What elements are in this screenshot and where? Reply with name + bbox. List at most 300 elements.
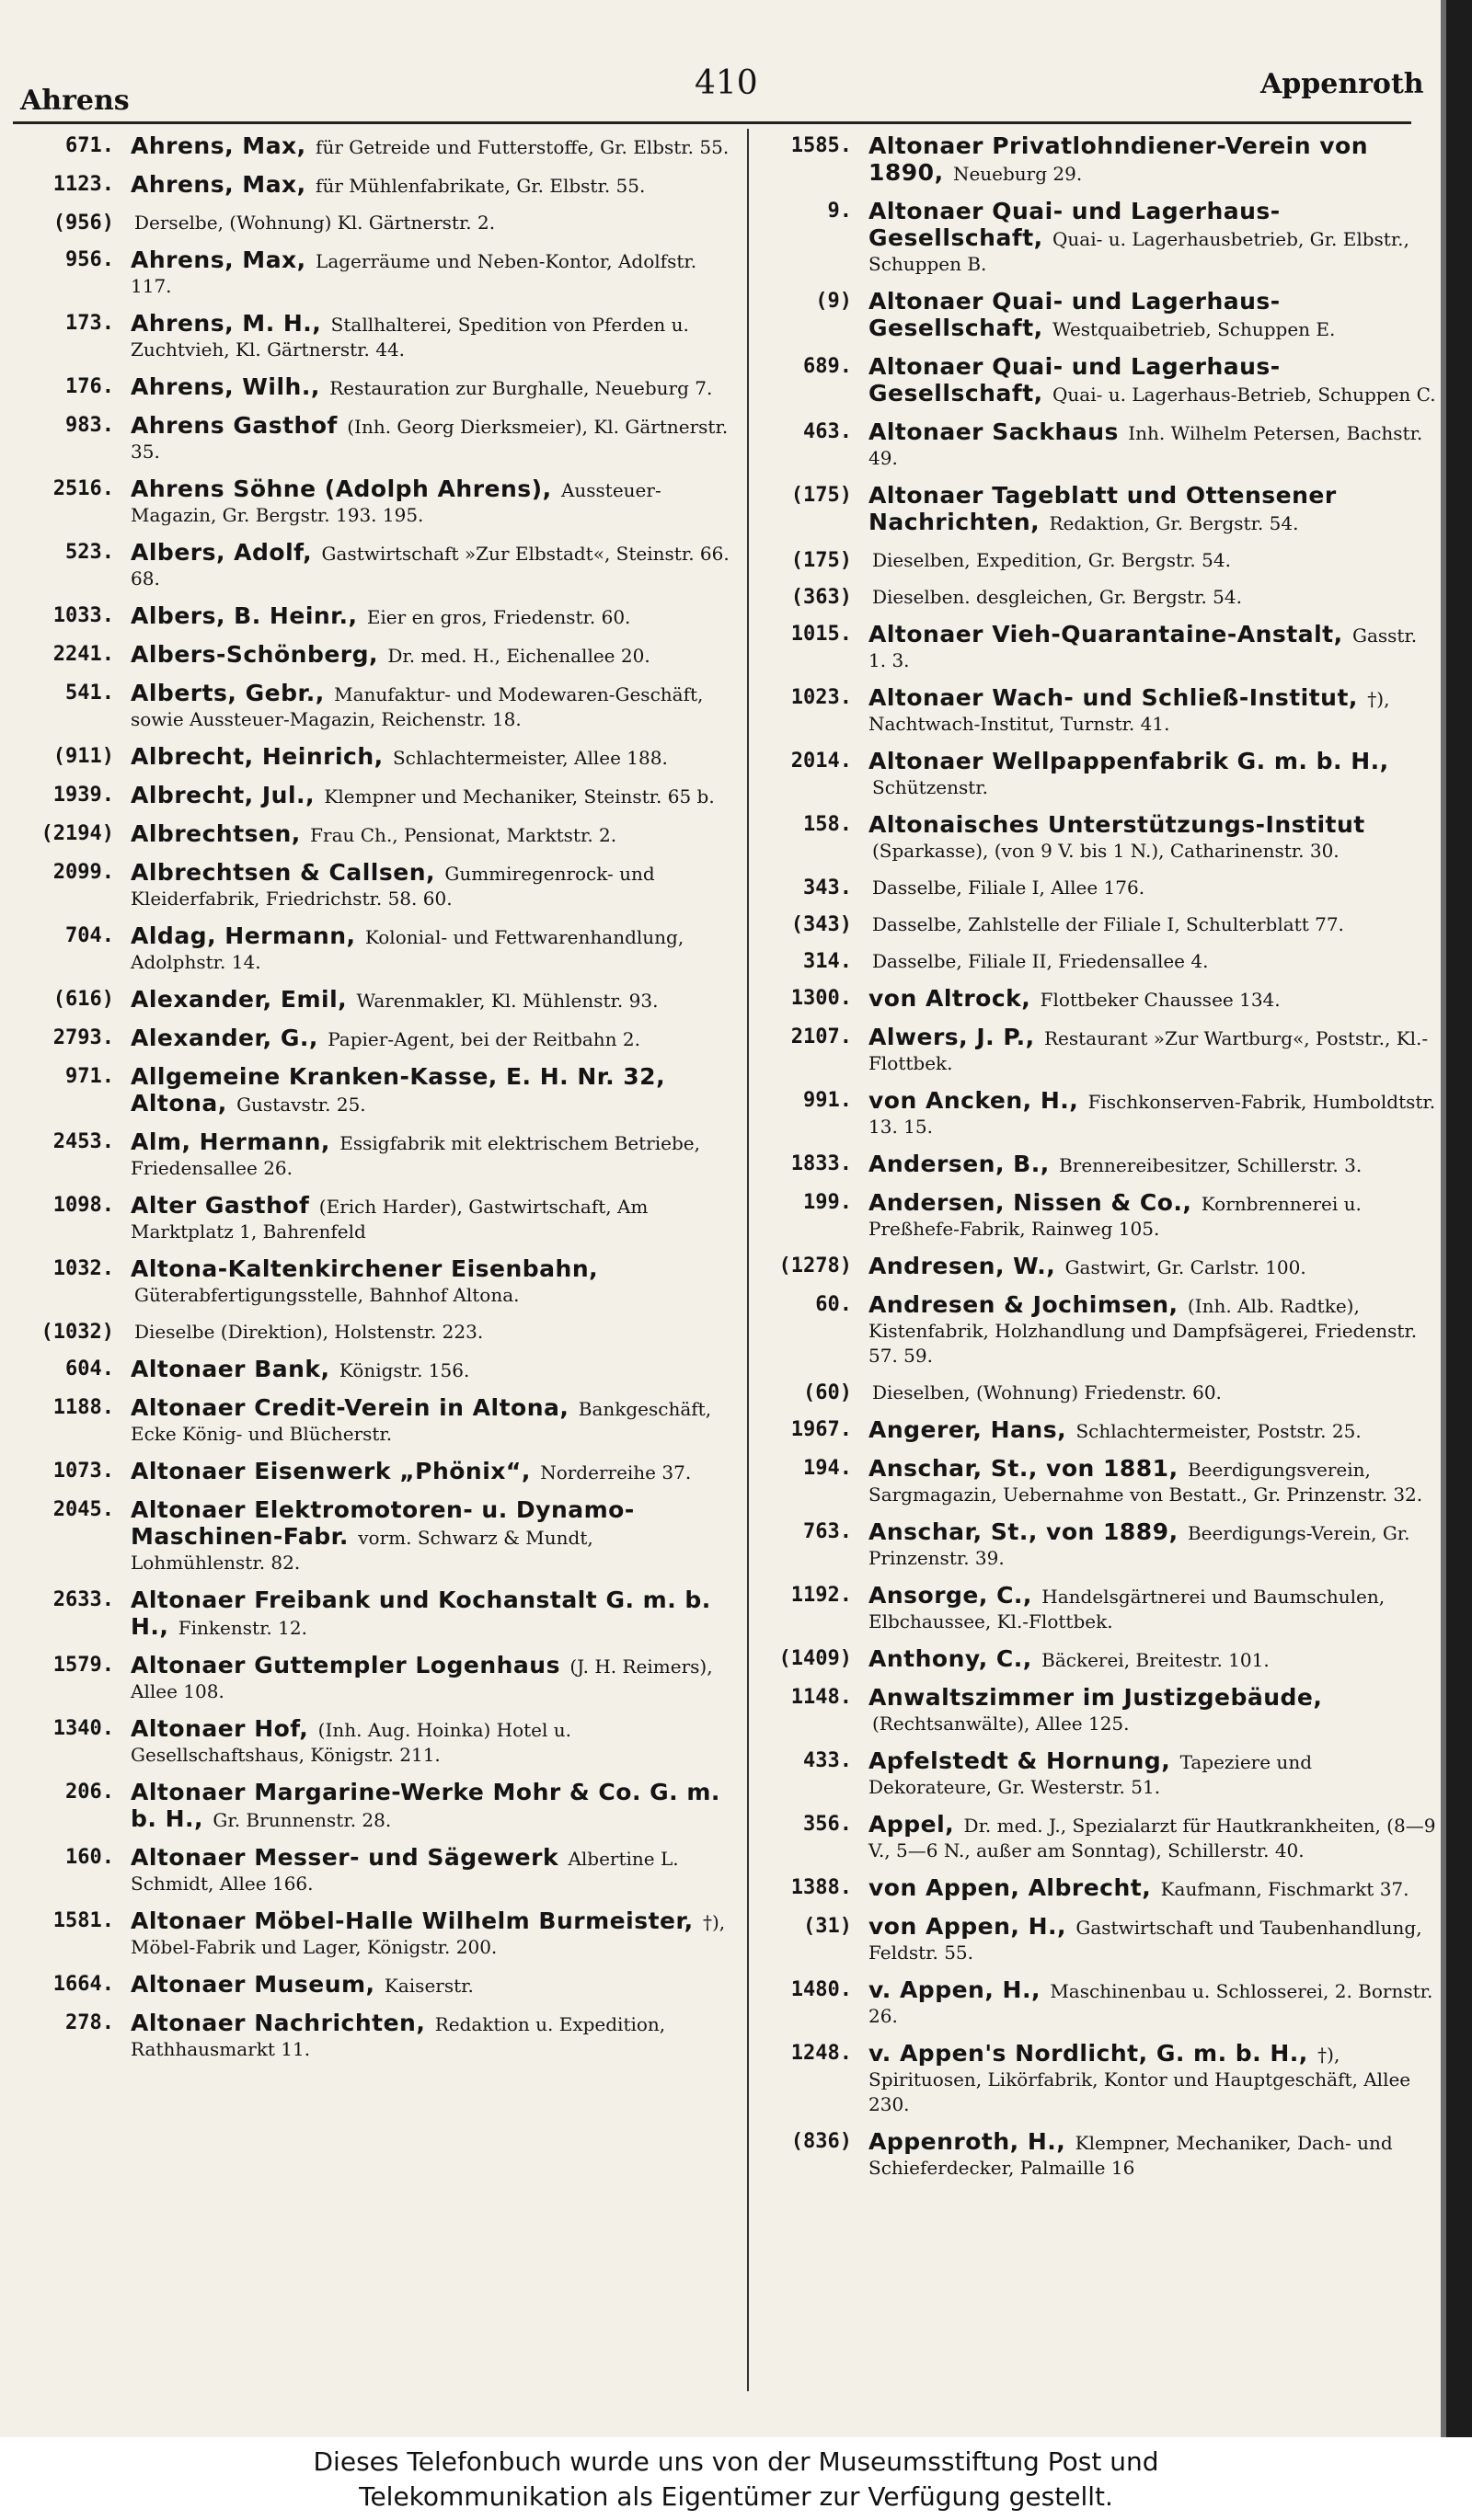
subscriber-name: Anwaltszimmer im Justizgebäude, bbox=[868, 1684, 1323, 1711]
subscriber-name: Altonaer Messer- und Sägewerk bbox=[131, 1844, 559, 1871]
subscriber-detail: Brennereibesitzer, Schillerstr. 3. bbox=[1059, 1154, 1363, 1176]
subscriber-name: Altonaer Quai- und Lagerhaus-Gesellschaft, bbox=[868, 353, 1281, 407]
subscriber-detail: Derselbe, (Wohnung) Kl. Gärtnerstr. 2. bbox=[134, 212, 496, 234]
subscriber-detail: (Erich Harder), Gastwirtschaft, Am Marktplatz 1, Bahrenfeld bbox=[131, 1196, 649, 1243]
entry-text bbox=[131, 1193, 730, 1244]
footer-line-1: Dieses Telefonbuch wurde uns von der Museumsstiftung Post und bbox=[313, 2446, 1159, 2477]
directory-entry bbox=[760, 1646, 1436, 1673]
entry-text bbox=[131, 744, 730, 771]
running-head-right: Appenroth bbox=[1260, 68, 1424, 100]
subscriber-detail: Finkenstr. 12. bbox=[178, 1617, 307, 1639]
subscriber-name: Albers, B. Heinr., bbox=[131, 602, 358, 629]
subscriber-detail: Schlachtermeister, Allee 188. bbox=[392, 747, 668, 769]
subscriber-detail: Klempner, Mechaniker, Dach- und Schieferdecker, Palmaille 16 bbox=[868, 2132, 1393, 2179]
subscriber-detail: Dr. med. H., Eichenallee 20. bbox=[387, 645, 650, 667]
phone-number: 604. bbox=[65, 1357, 114, 1380]
subscriber-name: Alexander, G., bbox=[131, 1025, 318, 1051]
directory-entry bbox=[760, 622, 1436, 673]
phone-number: 1585. bbox=[790, 134, 852, 157]
phone-number: 1148. bbox=[790, 1686, 852, 1709]
subscriber-name: Anschar, St., von 1889, bbox=[868, 1518, 1179, 1545]
directory-entry bbox=[13, 1320, 730, 1345]
subscriber-name: Andresen & Jochimsen, bbox=[868, 1291, 1179, 1318]
entry-text bbox=[131, 311, 730, 362]
entry-text bbox=[868, 1190, 1436, 1242]
subscriber-name: Alm, Hermann, bbox=[131, 1128, 330, 1155]
subscriber-detail: Gasstr. 1. 3. bbox=[868, 624, 1418, 671]
directory-entry bbox=[13, 1780, 730, 1833]
subscriber-name: Altonaer Wellpappenfabrik G. m. b. H., bbox=[868, 748, 1389, 774]
entry-text bbox=[868, 1914, 1436, 1965]
entry-text bbox=[131, 1587, 730, 1641]
entry-text bbox=[131, 923, 730, 975]
phone-number: 160. bbox=[65, 1846, 114, 1869]
subscriber-detail: Schlachtermeister, Poststr. 25. bbox=[1075, 1420, 1362, 1442]
subscriber-name: Altonaer Freibank und Kochanstalt G. m. b. H., bbox=[131, 1586, 711, 1640]
entry-text bbox=[868, 2041, 1436, 2117]
phone-number: (363) bbox=[790, 586, 852, 609]
subscriber-name: Andresen, W., bbox=[868, 1253, 1056, 1279]
phone-number: 2633. bbox=[52, 1588, 114, 1611]
subscriber-detail: Gastwirt, Gr. Carlstr. 100. bbox=[1064, 1256, 1306, 1278]
subscriber-detail: (Rechtsanwälte), Allee 125. bbox=[872, 1712, 1130, 1735]
directory-entry bbox=[13, 603, 730, 630]
entry-text bbox=[131, 374, 730, 401]
directory-entry bbox=[13, 133, 730, 160]
subscriber-detail: Gr. Brunnenstr. 28. bbox=[213, 1809, 392, 1831]
phone-number: 2014. bbox=[790, 750, 852, 773]
entry-text bbox=[868, 483, 1436, 536]
directory-entry bbox=[760, 986, 1436, 1013]
phone-number: 278. bbox=[65, 2011, 114, 2034]
subscriber-detail: Redaktion u. Expedition, Rathhausmarkt 11. bbox=[131, 2013, 666, 2060]
subscriber-name: Anschar, St., von 1881, bbox=[868, 1455, 1179, 1482]
phone-number: 2045. bbox=[52, 1498, 114, 1521]
subscriber-name: Ahrens, Max, bbox=[131, 171, 306, 198]
subscriber-detail: †), Spirituosen, Likörfabrik, Kontor und Hauptgeschäft, Allee 230. bbox=[868, 2044, 1411, 2115]
phone-number: 971. bbox=[65, 1065, 114, 1088]
subscriber-detail: Beerdigungsverein, Sargmagazin, Uebernahme von Bestatt., Gr. Prinzenstr. 32. bbox=[868, 1459, 1423, 1506]
subscriber-name: von Appen, H., bbox=[868, 1913, 1066, 1940]
phone-number: (1032) bbox=[40, 1321, 114, 1344]
phone-number: 1480. bbox=[790, 1978, 852, 2001]
directory-entry bbox=[760, 1812, 1436, 1863]
entry-text bbox=[868, 685, 1436, 737]
subscriber-detail: Fischkonserven-Fabrik, Humboldtstr. 13. 15. bbox=[868, 1091, 1436, 1138]
phone-number: 1340. bbox=[52, 1717, 114, 1740]
subscriber-name: Ahrens, Max, bbox=[131, 132, 306, 159]
subscriber-detail: Quai- u. Lagerhausbetrieb, Gr. Elbstr., Schuppen B. bbox=[868, 228, 1409, 275]
directory-entry bbox=[760, 1748, 1436, 1800]
phone-number: 194. bbox=[803, 1457, 852, 1480]
subscriber-name: Altonaer Museum, bbox=[131, 1971, 375, 1998]
directory-entry bbox=[13, 987, 730, 1014]
subscriber-detail: Dasselbe, Filiale II, Friedensallee 4. bbox=[872, 950, 1209, 972]
directory-entry bbox=[760, 685, 1436, 737]
phone-number: 1023. bbox=[790, 686, 852, 709]
phone-number: 1123. bbox=[52, 173, 114, 196]
phone-number: (60) bbox=[803, 1381, 852, 1404]
phone-number: 991. bbox=[803, 1089, 852, 1112]
subscriber-name: Altonaer Credit-Verein in Altona, bbox=[131, 1394, 569, 1421]
phone-number: 1188. bbox=[52, 1396, 114, 1419]
directory-entry bbox=[760, 1151, 1436, 1178]
subscriber-name: Albrecht, Jul., bbox=[131, 782, 316, 808]
subscriber-name: von Ancken, H., bbox=[868, 1087, 1079, 1114]
entry-text bbox=[131, 1357, 730, 1383]
entry-text bbox=[868, 1748, 1436, 1800]
subscriber-name: Albers, Adolf, bbox=[131, 539, 313, 566]
subscriber-name: Ansorge, C., bbox=[868, 1582, 1032, 1609]
entry-text bbox=[868, 622, 1436, 673]
directory-entry bbox=[13, 1972, 730, 1999]
subscriber-detail: Tapeziere und Dekorateure, Gr. Westerstr. 51. bbox=[868, 1751, 1312, 1798]
phone-number: (911) bbox=[52, 745, 114, 768]
subscriber-name: Altonaer Guttempler Logenhaus bbox=[131, 1652, 560, 1678]
subscriber-detail: †), Möbel-Fabrik und Lager, Königstr. 200. bbox=[131, 1911, 726, 1958]
subscriber-detail: (J. H. Reimers), Allee 108. bbox=[131, 1655, 713, 1702]
phone-number: 60. bbox=[815, 1293, 852, 1316]
subscriber-name: Aldag, Hermann, bbox=[131, 922, 356, 949]
entry-text bbox=[131, 1845, 730, 1896]
subscriber-name: Ahrens, Max, bbox=[131, 246, 306, 273]
directory-entry bbox=[13, 783, 730, 809]
subscriber-detail: Dasselbe, Zahlstelle der Filiale I, Schulterblatt 77. bbox=[872, 913, 1344, 935]
phone-number: 343. bbox=[803, 876, 852, 899]
directory-entry bbox=[13, 2010, 730, 2062]
subscriber-detail: (Inh. Aug. Hoinka) Hotel u. Gesellschaftshaus, Königstr. 211. bbox=[131, 1719, 572, 1766]
right-column bbox=[760, 133, 1436, 2193]
phone-number: 173. bbox=[65, 312, 114, 335]
phone-number: 1073. bbox=[52, 1460, 114, 1483]
directory-entry bbox=[13, 1497, 730, 1575]
subscriber-detail: Lagerräume und Neben-Kontor, Adolfstr. 117. bbox=[131, 250, 697, 297]
phone-number: (1409) bbox=[778, 1647, 852, 1670]
phone-number: 206. bbox=[65, 1781, 114, 1804]
phone-number: (343) bbox=[790, 913, 852, 936]
entry-text bbox=[131, 1395, 730, 1447]
subscriber-name: Andersen, Nissen & Co., bbox=[868, 1189, 1192, 1216]
subscriber-name: v. Appen, H., bbox=[868, 1976, 1041, 2003]
subscriber-detail: Gastwirtschaft »Zur Elbstadt«, Steinstr. 66. 68. bbox=[131, 543, 730, 590]
directory-entry bbox=[760, 1292, 1436, 1369]
entry-text bbox=[868, 1417, 1436, 1444]
subscriber-detail: für Getreide und Futterstoffe, Gr. Elbstr. 55. bbox=[316, 136, 730, 158]
directory-entry bbox=[13, 247, 730, 299]
subscriber-detail: vorm. Schwarz & Mundt, Lohmühlenstr. 82. bbox=[131, 1527, 593, 1574]
phone-number: 541. bbox=[65, 682, 114, 704]
entry-text bbox=[131, 987, 730, 1014]
subscriber-name: Ahrens, M. H., bbox=[131, 310, 322, 337]
subscriber-detail: Warenmakler, Kl. Mühlenstr. 93. bbox=[356, 990, 659, 1012]
directory-entry bbox=[760, 1583, 1436, 1634]
phone-number: 1033. bbox=[52, 604, 114, 627]
phone-number: 314. bbox=[803, 950, 852, 973]
phone-number: 704. bbox=[65, 924, 114, 947]
subscriber-name: Allgemeine Kranken-Kasse, E. H. Nr. 32, Altona, bbox=[131, 1063, 666, 1117]
subscriber-detail: Flottbeker Chaussee 134. bbox=[1040, 989, 1281, 1011]
phone-number: 671. bbox=[65, 134, 114, 157]
phone-number: (1278) bbox=[778, 1254, 852, 1277]
directory-entry bbox=[760, 2129, 1436, 2181]
entry-text bbox=[131, 783, 730, 809]
phone-number: 1015. bbox=[790, 623, 852, 646]
directory-entry bbox=[760, 2041, 1436, 2117]
directory-entry bbox=[760, 1417, 1436, 1444]
subscriber-detail: Schützenstr. bbox=[872, 776, 988, 798]
subscriber-detail: Norderreihe 37. bbox=[540, 1461, 692, 1483]
directory-entry bbox=[13, 1653, 730, 1704]
directory-entry bbox=[13, 642, 730, 669]
subscriber-detail: Dieselben, Expedition, Gr. Bergstr. 54. bbox=[872, 549, 1231, 571]
subscriber-name: Altonaer Tageblatt und Ottensener Nachrichten, bbox=[868, 482, 1337, 535]
subscriber-detail: Kornbrennerei u. Preßhefe-Fabrik, Rainweg 105. bbox=[868, 1193, 1362, 1240]
subscriber-name: Alter Gasthof bbox=[131, 1192, 310, 1219]
directory-entry bbox=[760, 912, 1436, 937]
entry-text bbox=[868, 199, 1436, 277]
entry-text bbox=[131, 603, 730, 630]
directory-entry bbox=[13, 1395, 730, 1447]
subscriber-name: Altonaer Privatlohndiener-Verein von 1890, bbox=[868, 132, 1368, 186]
page-number: 410 bbox=[695, 64, 758, 102]
subscriber-name: Altonaer Margarine-Werke Mohr & Co. G. m. b. H., bbox=[131, 1779, 720, 1832]
phone-number: (175) bbox=[790, 549, 852, 572]
phone-number: 983. bbox=[65, 414, 114, 437]
footer-line-2: Telekommunikation als Eigentümer zur Verfügung gestellt. bbox=[359, 2481, 1113, 2512]
entry-text bbox=[868, 133, 1436, 187]
directory-entry bbox=[760, 1519, 1436, 1571]
subscriber-name: Altonaer Eisenwerk „Phönix“, bbox=[131, 1458, 531, 1484]
column-divider bbox=[747, 129, 749, 2391]
directory-entry bbox=[13, 821, 730, 848]
subscriber-detail: Inh. Wilhelm Petersen, Bachstr. 49. bbox=[868, 422, 1423, 469]
phone-number: 9. bbox=[827, 200, 852, 223]
phone-number: (836) bbox=[790, 2130, 852, 2153]
subscriber-detail: †), Nachtwach-Institut, Turnstr. 41. bbox=[868, 688, 1390, 735]
phone-number: 433. bbox=[803, 1749, 852, 1772]
subscriber-name: Altonaer Hof, bbox=[131, 1715, 309, 1742]
directory-entry bbox=[760, 1025, 1436, 1076]
directory-entry bbox=[13, 1357, 730, 1383]
entry-text bbox=[868, 1519, 1436, 1571]
entry-text bbox=[868, 1292, 1436, 1369]
directory-entry bbox=[13, 744, 730, 771]
directory-entry bbox=[760, 1685, 1436, 1736]
directory-entry bbox=[760, 1977, 1436, 2029]
directory-entry bbox=[13, 1716, 730, 1768]
directory-entry bbox=[760, 949, 1436, 974]
subscriber-detail: Kaufmann, Fischmarkt 37. bbox=[1160, 1878, 1409, 1900]
subscriber-detail: Aussteuer-Magazin, Gr. Bergstr. 193. 195. bbox=[131, 479, 661, 526]
subscriber-name: Albrechtsen & Callsen, bbox=[131, 859, 435, 886]
phone-number: 2107. bbox=[790, 1025, 852, 1048]
subscriber-name: Altonaisches Unterstützungs-Institut bbox=[868, 811, 1365, 838]
entry-text bbox=[131, 1320, 730, 1345]
entry-text bbox=[131, 1129, 730, 1181]
entry-text bbox=[131, 681, 730, 732]
directory-entry bbox=[760, 1875, 1436, 1902]
directory-entry bbox=[760, 1088, 1436, 1140]
directory-entry bbox=[760, 876, 1436, 900]
subscriber-detail: Dasselbe, Filiale I, Allee 176. bbox=[872, 876, 1145, 899]
directory-entry bbox=[13, 476, 730, 528]
entry-text bbox=[131, 860, 730, 911]
subscriber-detail: Stallhalterei, Spedition von Pferden u. Zuchtvieh, Kl. Gärtnerstr. 44. bbox=[131, 314, 689, 361]
entry-text bbox=[131, 172, 730, 199]
subscriber-detail: Beerdigungs-Verein, Gr. Prinzenstr. 39. bbox=[868, 1522, 1410, 1569]
phone-number: (31) bbox=[803, 1915, 852, 1938]
entry-text bbox=[131, 247, 730, 299]
phone-number: 2453. bbox=[52, 1130, 114, 1153]
phone-number: 1388. bbox=[790, 1876, 852, 1899]
entry-text bbox=[868, 548, 1436, 573]
entry-text bbox=[868, 749, 1436, 800]
phone-number: (616) bbox=[52, 988, 114, 1011]
directory-entry bbox=[13, 1025, 730, 1052]
footer-notice bbox=[0, 2437, 1472, 2520]
directory-entry bbox=[13, 1256, 730, 1308]
entry-text bbox=[131, 413, 730, 464]
phone-number: 1032. bbox=[52, 1257, 114, 1280]
entry-text bbox=[868, 1977, 1436, 2029]
entry-text bbox=[868, 1380, 1436, 1405]
subscriber-name: Altonaer Vieh-Quarantaine-Anstalt, bbox=[868, 621, 1343, 647]
entry-text bbox=[868, 2129, 1436, 2181]
directory-entry bbox=[13, 860, 730, 911]
entry-text bbox=[868, 1025, 1436, 1076]
subscriber-name: Albrecht, Heinrich, bbox=[131, 743, 384, 770]
subscriber-name: Altonaer Wach- und Schließ-Institut, bbox=[868, 684, 1358, 711]
entry-text bbox=[131, 540, 730, 591]
phone-number: 763. bbox=[803, 1520, 852, 1543]
subscriber-detail: Quai- u. Lagerhaus-Betrieb, Schuppen C. bbox=[1052, 384, 1436, 406]
subscriber-name: von Altrock, bbox=[868, 985, 1031, 1012]
phone-number: 176. bbox=[65, 375, 114, 398]
phone-number: (175) bbox=[790, 484, 852, 507]
directory-entry bbox=[13, 1129, 730, 1181]
subscriber-name: Altonaer Nachrichten, bbox=[131, 2010, 426, 2036]
directory-entry bbox=[760, 289, 1436, 342]
entry-text bbox=[131, 1780, 730, 1833]
subscriber-detail: Gustavstr. 25. bbox=[236, 1094, 366, 1116]
directory-entry bbox=[760, 585, 1436, 610]
phone-number: 1967. bbox=[790, 1418, 852, 1441]
subscriber-detail: Dieselbe (Direktion), Holstenstr. 223. bbox=[134, 1321, 484, 1343]
phone-number: (9) bbox=[815, 290, 852, 313]
phone-number: 1581. bbox=[52, 1909, 114, 1932]
phone-number: 1192. bbox=[790, 1584, 852, 1607]
subscriber-detail: (Inh. Georg Dierksmeier), Kl. Gärtnerstr. 35. bbox=[131, 416, 729, 463]
left-column bbox=[13, 133, 730, 2074]
subscriber-detail: (Inh. Alb. Radtke), Kistenfabrik, Holzhandlung und Dampfsägerei, Friedenstr. 57. 59. bbox=[868, 1295, 1418, 1367]
entry-text bbox=[131, 1653, 730, 1704]
entry-text bbox=[868, 419, 1436, 471]
subscriber-name: Alberts, Gebr., bbox=[131, 680, 325, 706]
subscriber-detail: Restaurant »Zur Wartburg«, Poststr., Kl.-Flottbek. bbox=[868, 1027, 1429, 1074]
entry-text bbox=[868, 585, 1436, 610]
directory-entry bbox=[760, 749, 1436, 800]
subscriber-detail: Essigfabrik mit elektrischem Betriebe, Friedensallee 26. bbox=[131, 1132, 700, 1179]
subscriber-detail: Dieselben, (Wohnung) Friedenstr. 60. bbox=[872, 1381, 1222, 1403]
entry-text bbox=[131, 476, 730, 528]
subscriber-name: v. Appen's Nordlicht, G. m. b. H., bbox=[868, 2040, 1308, 2067]
entry-text bbox=[868, 1875, 1436, 1902]
subscriber-detail: Bäckerei, Breitestr. 101. bbox=[1041, 1649, 1270, 1671]
phone-number: 1248. bbox=[790, 2042, 852, 2065]
phone-number: 1939. bbox=[52, 784, 114, 807]
phone-number: 158. bbox=[803, 813, 852, 836]
directory-entry bbox=[760, 1456, 1436, 1507]
entry-text bbox=[868, 1456, 1436, 1507]
subscriber-name: Altona-Kaltenkirchener Eisenbahn, bbox=[131, 1255, 599, 1282]
phone-number: 199. bbox=[803, 1191, 852, 1214]
directory-entry bbox=[760, 1190, 1436, 1242]
entry-text bbox=[868, 812, 1436, 864]
subscriber-name: Altonaer Sackhaus bbox=[868, 418, 1119, 445]
entry-text bbox=[868, 1646, 1436, 1673]
phone-number: 356. bbox=[803, 1813, 852, 1836]
entry-text bbox=[868, 912, 1436, 937]
entry-text bbox=[868, 1583, 1436, 1634]
entry-text bbox=[868, 1254, 1436, 1280]
directory-entry bbox=[13, 540, 730, 591]
subscriber-detail: Eier en gros, Friedenstr. 60. bbox=[366, 606, 631, 628]
entry-text bbox=[131, 1972, 730, 1999]
directory-entry bbox=[13, 1064, 730, 1117]
phone-number: 1664. bbox=[52, 1973, 114, 1996]
directory-entry bbox=[13, 923, 730, 975]
entry-text bbox=[131, 821, 730, 848]
subscriber-name: Alwers, J. P., bbox=[868, 1024, 1035, 1050]
directory-entry bbox=[760, 1254, 1436, 1280]
directory-entry bbox=[760, 133, 1436, 187]
subscriber-name: Albrechtsen, bbox=[131, 820, 301, 847]
subscriber-detail: Frau Ch., Pensionat, Marktstr. 2. bbox=[310, 824, 617, 846]
entry-text bbox=[131, 133, 730, 160]
subscriber-name: Ahrens, Wilh., bbox=[131, 373, 320, 400]
entry-text bbox=[868, 876, 1436, 900]
directory-entry bbox=[13, 681, 730, 732]
entry-text bbox=[868, 1812, 1436, 1863]
subscriber-detail: Kaiserstr. bbox=[384, 1975, 474, 1997]
directory-entry bbox=[760, 483, 1436, 536]
subscriber-detail: Maschinenbau u. Schlosserei, 2. Bornstr. 26. bbox=[868, 1980, 1433, 2027]
subscriber-detail: Güterabfertigungsstelle, Bahnhof Altona. bbox=[134, 1284, 520, 1306]
entry-text bbox=[868, 289, 1436, 342]
directory-entry bbox=[760, 419, 1436, 471]
subscriber-name: von Appen, Albrecht, bbox=[868, 1874, 1152, 1901]
entry-text bbox=[131, 2010, 730, 2062]
phone-number: 1579. bbox=[52, 1654, 114, 1677]
subscriber-detail: Manufaktur- und Modewaren-Geschäft, sowie Aussteuer-Magazin, Reichenstr. 18. bbox=[131, 683, 704, 730]
directory-entry bbox=[760, 354, 1436, 407]
subscriber-name: Appel, bbox=[868, 1811, 955, 1838]
entry-text bbox=[868, 986, 1436, 1013]
subscriber-detail: für Mühlenfabrikate, Gr. Elbstr. 55. bbox=[316, 175, 646, 197]
header-rule bbox=[13, 121, 1411, 124]
subscriber-name: Altonaer Elektromotoren- u. Dynamo-Maschinen-Fabr. bbox=[131, 1496, 635, 1550]
subscriber-name: Ahrens Söhne (Adolph Ahrens), bbox=[131, 475, 552, 502]
entry-text bbox=[131, 1064, 730, 1117]
entry-text bbox=[131, 1459, 730, 1485]
subscriber-name: Appenroth, H., bbox=[868, 2128, 1066, 2155]
subscriber-name: Albers-Schönberg, bbox=[131, 641, 379, 668]
subscriber-name: Altonaer Quai- und Lagerhaus-Gesellschaft, bbox=[868, 288, 1281, 341]
phone-number: (2194) bbox=[40, 822, 114, 845]
directory-entry bbox=[13, 1193, 730, 1244]
directory-entry bbox=[760, 199, 1436, 277]
directory-entry bbox=[13, 1845, 730, 1896]
